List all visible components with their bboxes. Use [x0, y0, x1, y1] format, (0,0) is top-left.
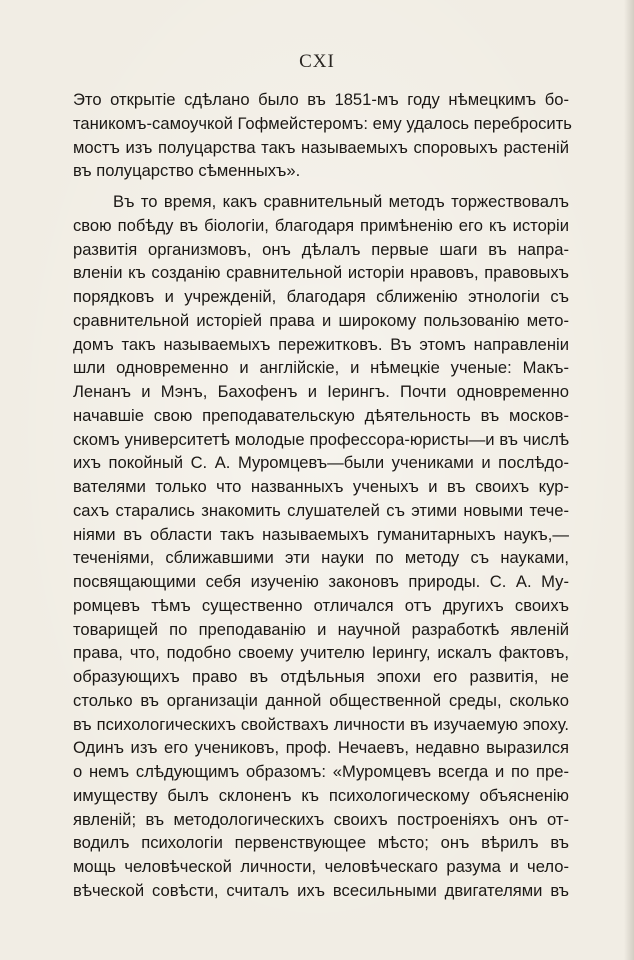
text-line: о немъ слѣдующимъ образомъ: «Муромцевъ всегда и по пре-	[73, 762, 569, 781]
text-line: Ленанъ и Мэнъ, Бахофенъ и Іерингъ. Почти одновременно	[73, 382, 569, 401]
text-line: въ полуцарство сѣменныхъ».	[73, 161, 301, 181]
text-line: ніями въ области такъ называемыхъ гуманитарныхъ наукъ,—	[73, 524, 569, 544]
paragraph-1	[73, 88, 572, 183]
text-line: явленій; въ методологическихъ своихъ построеніяхъ онъ от-	[73, 809, 569, 829]
text-line: имуществу былъ склоненъ къ психологическому объясненію	[73, 785, 569, 805]
text-line: порядковъ и учрежденій, благодаря сближенію этнологіи съ	[73, 287, 569, 306]
text-line: начавшіе свою преподавательскую дѣятельность въ москов-	[73, 405, 569, 425]
text-line: ихъ покойный С. А. Муромцевъ—были учениками и послѣдо-	[73, 453, 569, 473]
text-line: посвящающими себя изученію законовъ природы. С. А. Му-	[73, 572, 569, 591]
text-line: сахъ старались знакомить слушателей съ этими новыми тече-	[73, 500, 569, 520]
text-line: свою побѣду въ біологіи, благодаря примѣненію его къ исторіи	[73, 215, 569, 235]
body-text	[73, 88, 572, 903]
text-line: развитія организмовъ, онъ дѣлалъ первые шаги въ напра-	[73, 239, 569, 259]
paragraph-2	[73, 190, 569, 903]
text-line: сравнительной исторіей права и широкому пользованію мето-	[73, 310, 569, 330]
text-line: права, что, подобно своему учителю Іерингу, искалъ фактовъ,	[73, 643, 569, 663]
page-number: CXI	[299, 51, 335, 72]
text-line: ромцевъ тѣмъ существенно отличался отъ другихъ своихъ	[73, 595, 569, 615]
text-line: шли одновременно и англійскіе, и нѣмецкіе ученые: Макъ-	[73, 358, 569, 378]
page-edge-shadow	[624, 0, 634, 960]
paragraph-gap	[73, 183, 569, 190]
text-line: образующихъ право въ отдѣльныя эпохи его развитія, не	[73, 667, 569, 686]
text-line: вленіи къ созданію сравнительной исторіи нравовъ, правовыхъ	[73, 263, 569, 283]
text-line: Это открытіе сдѣлано было въ 1851-мъ году нѣмецкимъ бо-	[73, 90, 569, 109]
text-line: теченіями, сближавшими эти науки по методу съ науками,	[73, 548, 569, 568]
text-line: вѣческой совѣсти, считалъ ихъ всесильными двигателями въ	[73, 880, 569, 900]
text-line: мостъ изъ полуцарства такъ называемыхъ споровыхъ растеній	[73, 137, 569, 157]
text-line: домъ такъ называемыхъ пережитковъ. Въ этомъ направленіи	[73, 334, 569, 354]
text-line: таникомъ-самоучкой Гофмейстеромъ: ему удалось перебросить	[73, 113, 572, 133]
text-line: столько въ организаціи данной общественной среды, сколько	[73, 690, 569, 710]
text-line: скомъ университетѣ молодые профессора-юристы—и въ числѣ	[73, 429, 569, 449]
text-line: въ психологическихъ свойствахъ личности въ изучаемую эпоху.	[73, 714, 569, 734]
text-line: Въ то время, какъ сравнительный методъ торжествовалъ	[113, 192, 569, 211]
text-line: вателями только что названныхъ ученыхъ и въ своихъ кур-	[73, 477, 569, 496]
text-line: водилъ психологіи первенствующее мѣсто; онъ вѣрилъ въ	[73, 833, 569, 853]
text-line: Одинъ изъ его учениковъ, проф. Нечаевъ, недавно выразился	[73, 738, 569, 758]
text-line: мощь человѣческой личности, человѣческаго разума и чело-	[73, 857, 569, 876]
text-line: товарищей по преподаванію и научной разработкѣ явленій	[73, 619, 569, 639]
